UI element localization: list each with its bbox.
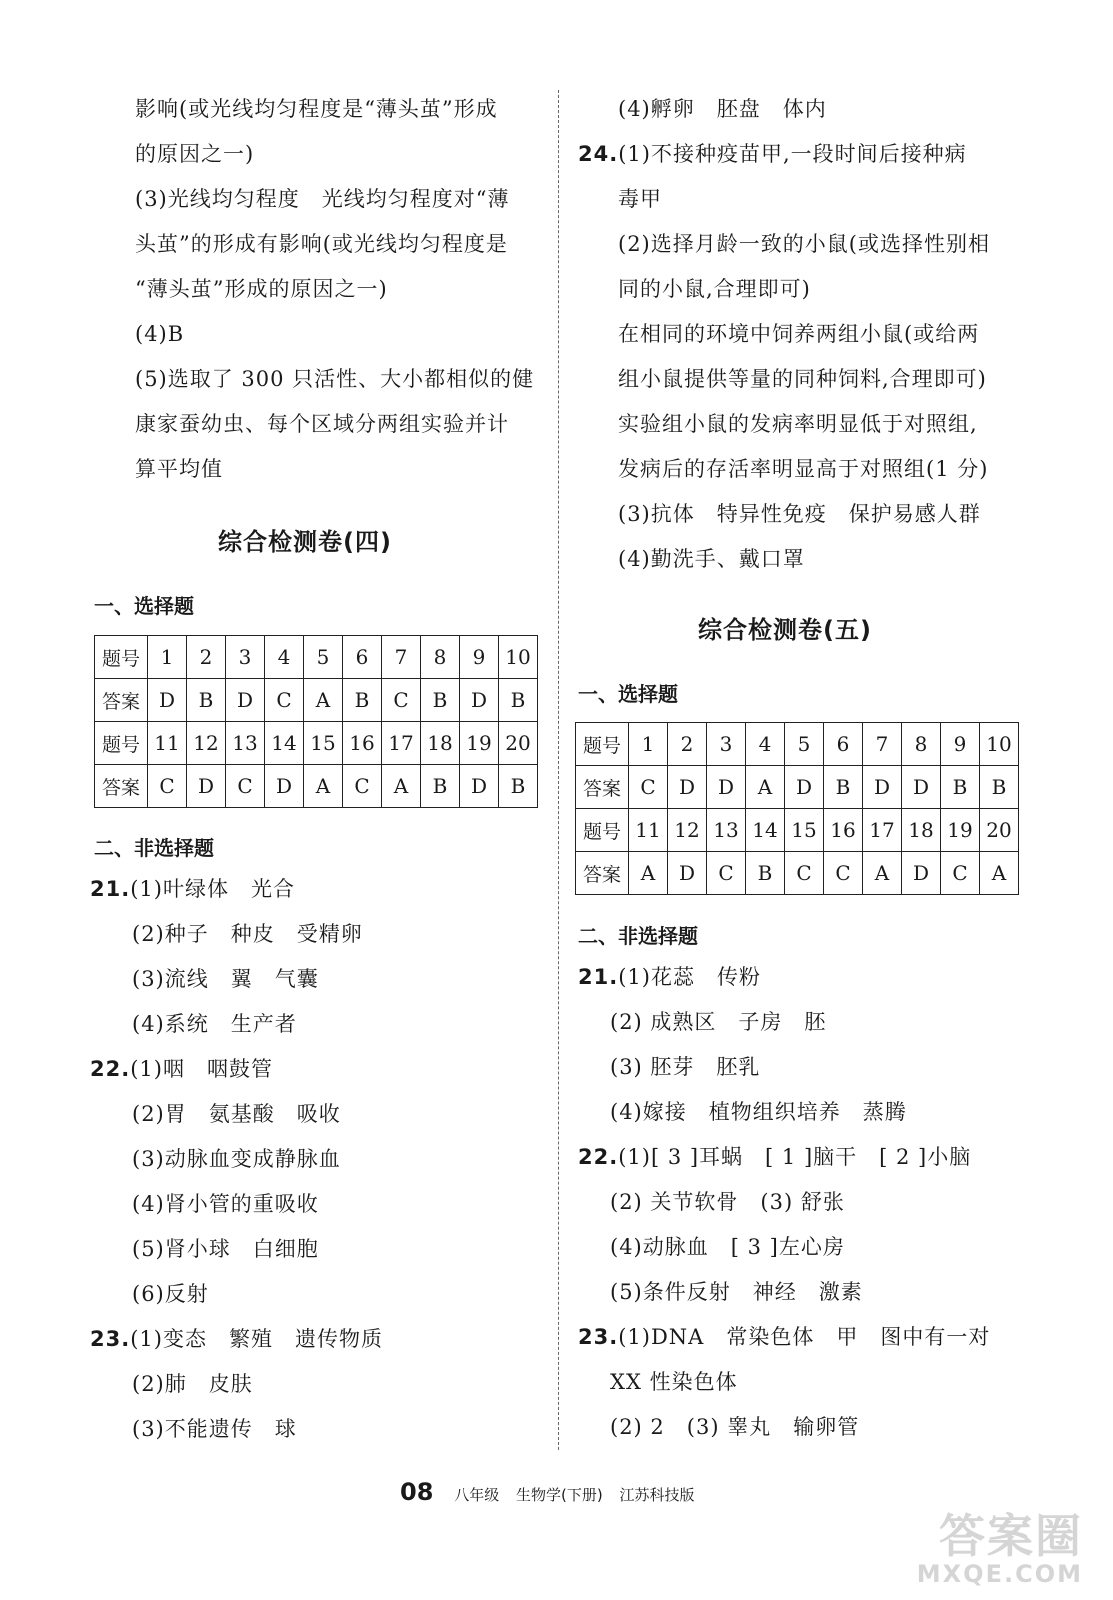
table-cell: D (902, 766, 941, 809)
question-number: 23. (90, 1327, 131, 1351)
table-cell: C (629, 766, 668, 809)
column-divider (558, 90, 559, 1450)
question-number: 21. (90, 877, 131, 901)
table-row (95, 722, 538, 765)
table-cell: 12 (668, 809, 707, 852)
table-cell: 6 (343, 636, 382, 679)
table-cell: 20 (499, 722, 538, 765)
table-cell: 2 (187, 636, 226, 679)
text-line: 算平均值 (135, 457, 223, 481)
table-cell: B (343, 679, 382, 722)
table-cell: 14 (746, 809, 785, 852)
table-row (576, 852, 1019, 895)
question-number: 21. (578, 965, 619, 989)
row-label: 答案 (95, 679, 148, 722)
table-cell: B (980, 766, 1019, 809)
question-number: 24. (578, 142, 619, 166)
page-footer (400, 1478, 707, 1506)
answer-line: (5)肾小球 白细胞 (132, 1237, 319, 1261)
table-cell: 13 (226, 722, 265, 765)
answer-line: 在相同的环境中饲养两组小鼠(或给两 (618, 322, 980, 346)
answer-line: (5)条件反射 神经 激素 (610, 1280, 863, 1304)
table-cell: 4 (746, 723, 785, 766)
table-cell: C (824, 852, 863, 895)
table-cell: 17 (863, 809, 902, 852)
answer-line: 毒甲 (618, 187, 662, 211)
answer-line: (1)花蕊 传粉 (618, 965, 761, 989)
answer-line: 组小鼠提供等量的同种饲料,合理即可) (618, 367, 987, 391)
row-label: 答案 (95, 765, 148, 808)
answer-line: (4)勤洗手、戴口罩 (618, 547, 805, 571)
row-label: 答案 (576, 766, 629, 809)
table-cell: 11 (629, 809, 668, 852)
text-line: (5)选取了 300 只活性、大小都相似的健 (135, 367, 535, 391)
footer-subject: 生物学(下册) (515, 1486, 603, 1504)
text-line: (3)光线均匀程度 光线均匀程度对“薄 (135, 187, 510, 211)
table-cell: 10 (980, 723, 1019, 766)
table-cell: 18 (902, 809, 941, 852)
table-cell: D (148, 679, 187, 722)
footer-edition: 江苏科技版 (619, 1486, 695, 1504)
section-choice: 一、选择题 (578, 682, 678, 706)
table-cell: B (941, 766, 980, 809)
table-cell: 7 (863, 723, 902, 766)
table-cell: A (304, 765, 343, 808)
table-cell: 4 (265, 636, 304, 679)
table-cell: D (265, 765, 304, 808)
table-cell: A (746, 766, 785, 809)
table-cell: 3 (226, 636, 265, 679)
table-cell: A (629, 852, 668, 895)
answer-line: (1)[ 3 ]耳蜗 [ 1 ]脑干 [ 2 ]小脑 (618, 1145, 972, 1169)
table-cell: 7 (382, 636, 421, 679)
answer-table-4 (94, 635, 538, 808)
table-cell: 15 (304, 722, 343, 765)
table-cell: D (460, 765, 499, 808)
table-row (576, 766, 1019, 809)
answer-line: (2)胃 氨基酸 吸收 (132, 1102, 341, 1126)
table-cell: D (668, 766, 707, 809)
table-cell: C (785, 852, 824, 895)
row-label: 题号 (576, 723, 629, 766)
exam-title-4: 综合检测卷(四) (218, 528, 392, 556)
table-cell: A (382, 765, 421, 808)
table-cell: D (460, 679, 499, 722)
table-cell: 17 (382, 722, 421, 765)
table-cell: 15 (785, 809, 824, 852)
row-label: 题号 (95, 722, 148, 765)
section-choice: 一、选择题 (94, 594, 194, 618)
answer-line: (6)反射 (132, 1282, 209, 1306)
page-number: 08 (400, 1478, 434, 1506)
table-cell: B (421, 765, 460, 808)
table-cell: D (707, 766, 746, 809)
table-row (576, 723, 1019, 766)
table-cell: C (941, 852, 980, 895)
answer-line: (1)DNA 常染色体 甲 图中有一对 (618, 1325, 991, 1349)
table-cell: C (226, 765, 265, 808)
table-cell: 16 (824, 809, 863, 852)
answer-line: XX 性染色体 (610, 1370, 738, 1394)
table-cell: B (499, 679, 538, 722)
row-label: 答案 (576, 852, 629, 895)
table-cell: D (187, 765, 226, 808)
answer-line: (2) 关节软骨 (3) 舒张 (610, 1190, 845, 1214)
table-cell: 14 (265, 722, 304, 765)
table-cell: A (863, 852, 902, 895)
row-label: 题号 (95, 636, 148, 679)
answer-line: (3) 胚芽 胚乳 (610, 1055, 761, 1079)
watermark-url: MXQE.COM (916, 1560, 1083, 1588)
answer-line: (2)肺 皮肤 (132, 1372, 253, 1396)
answer-line: (2)种子 种皮 受精卵 (132, 922, 363, 946)
table-cell: 9 (460, 636, 499, 679)
table-cell: D (902, 852, 941, 895)
table-cell: 1 (629, 723, 668, 766)
answer-line: (1)咽 咽鼓管 (130, 1057, 273, 1081)
table-cell: C (707, 852, 746, 895)
table-cell: 19 (941, 809, 980, 852)
answer-line: (4)动脉血 [ 3 ]左心房 (610, 1235, 845, 1259)
answer-line: (2) 2 (3) 睾丸 输卵管 (610, 1415, 860, 1439)
answer-line: (3)抗体 特异性免疫 保护易感人群 (618, 502, 981, 526)
row-label: 题号 (576, 809, 629, 852)
table-cell: B (746, 852, 785, 895)
text-line: 影响(或光线均匀程度是“薄头茧”形成 (135, 97, 498, 121)
answer-line: (3)动脉血变成静脉血 (132, 1147, 341, 1171)
table-cell: A (304, 679, 343, 722)
table-cell: 13 (707, 809, 746, 852)
table-cell: 2 (668, 723, 707, 766)
table-cell: 20 (980, 809, 1019, 852)
table-cell: D (226, 679, 265, 722)
table-cell: D (863, 766, 902, 809)
table-cell: C (265, 679, 304, 722)
answer-line: (4)孵卵 胚盘 体内 (618, 97, 827, 121)
table-cell: 5 (785, 723, 824, 766)
table-cell: D (785, 766, 824, 809)
answer-table-5 (575, 722, 1019, 895)
table-cell: 11 (148, 722, 187, 765)
answer-line: (1)叶绿体 光合 (130, 877, 295, 901)
watermark (916, 1500, 1095, 1590)
table-row (95, 679, 538, 722)
answer-line: 实验组小鼠的发病率明显低于对照组, (618, 412, 978, 436)
table-cell: C (382, 679, 421, 722)
answer-line: (1)变态 繁殖 遗传物质 (130, 1327, 383, 1351)
table-cell: 10 (499, 636, 538, 679)
answer-line: (4)嫁接 植物组织培养 蒸腾 (610, 1100, 907, 1124)
text-line: (4)B (135, 322, 185, 346)
table-row (576, 809, 1019, 852)
table-cell: 1 (148, 636, 187, 679)
table-cell: 5 (304, 636, 343, 679)
answer-line: 发病后的存活率明显高于对照组(1 分) (618, 457, 989, 481)
table-cell: 6 (824, 723, 863, 766)
table-cell: B (499, 765, 538, 808)
table-cell: 3 (707, 723, 746, 766)
table-cell: C (343, 765, 382, 808)
question-number: 22. (90, 1057, 131, 1081)
text-line: 康家蚕幼虫、每个区域分两组实验并计 (135, 412, 509, 436)
question-number: 23. (578, 1325, 619, 1349)
text-line: 的原因之一) (135, 142, 255, 166)
table-cell: 18 (421, 722, 460, 765)
table-cell: B (187, 679, 226, 722)
table-cell: B (421, 679, 460, 722)
table-cell: C (148, 765, 187, 808)
table-cell: 12 (187, 722, 226, 765)
footer-grade: 八年级 (454, 1486, 500, 1504)
watermark-logo: 答案圈 (939, 1509, 1083, 1563)
table-row (95, 765, 538, 808)
exam-title-5: 综合检测卷(五) (698, 616, 872, 644)
answer-line: (3)流线 翼 气囊 (132, 967, 319, 991)
text-line: “薄头茧”形成的原因之一) (135, 277, 388, 301)
answer-line: (4)系统 生产者 (132, 1012, 297, 1036)
section-nonchoice: 二、非选择题 (578, 924, 698, 948)
table-cell: 16 (343, 722, 382, 765)
answer-line: (1)不接种疫苗甲,一段时间后接种病 (618, 142, 967, 166)
answer-line: (4)肾小管的重吸收 (132, 1192, 319, 1216)
text-line: 头茧”的形成有影响(或光线均匀程度是 (135, 232, 508, 256)
answer-line: (3)不能遗传 球 (132, 1417, 297, 1441)
table-cell: 8 (421, 636, 460, 679)
answer-line: 同的小鼠,合理即可) (618, 277, 811, 301)
section-nonchoice: 二、非选择题 (94, 836, 214, 860)
table-cell: 19 (460, 722, 499, 765)
table-cell: 9 (941, 723, 980, 766)
table-cell: A (980, 852, 1019, 895)
question-number: 22. (578, 1145, 619, 1169)
table-cell: D (668, 852, 707, 895)
table-cell: 8 (902, 723, 941, 766)
table-row (95, 636, 538, 679)
answer-line: (2) 成熟区 子房 胚 (610, 1010, 827, 1034)
table-cell: B (824, 766, 863, 809)
answer-line: (2)选择月龄一致的小鼠(或选择性别相 (618, 232, 990, 256)
